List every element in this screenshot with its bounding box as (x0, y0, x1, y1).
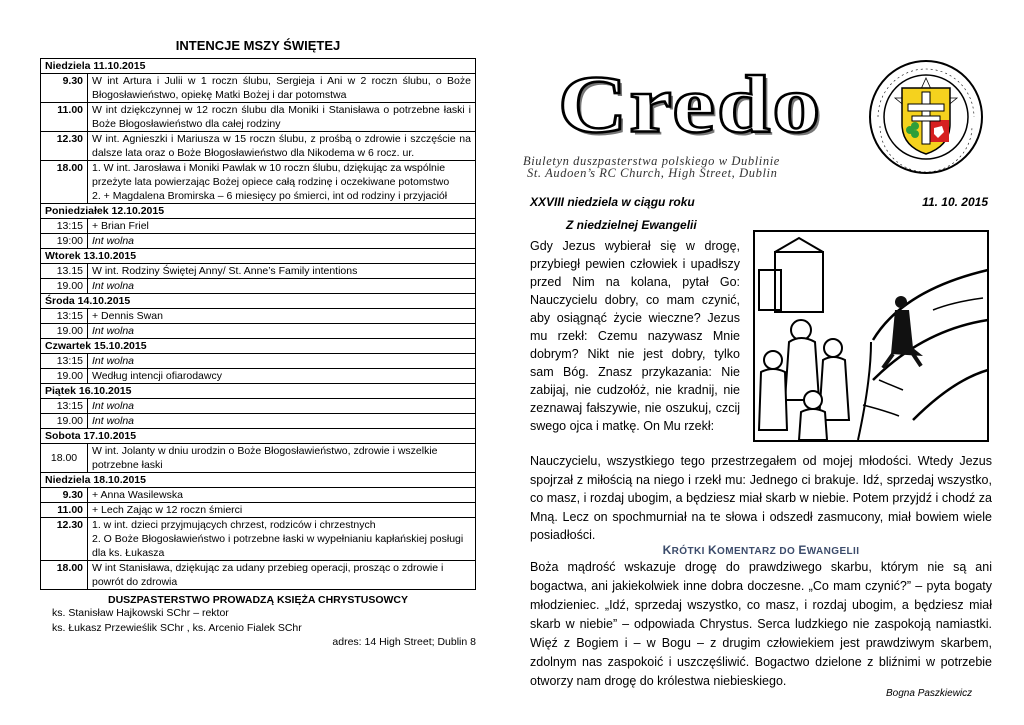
table-row (41, 518, 476, 561)
day-row (41, 294, 476, 309)
table-row (41, 161, 476, 204)
gospel-text-column: Gdy Jezus wybierał się w drogę, przybiegł pewien człowiek i upadłszy przed Nim na kolana, pytał Go: Nauczycielu dobry, co mam czynić, aby osiągnąć życie wieczne? Jezus mu rzekł: Czemu nazywasz Mnie dobrym? Nikt nie jest dobry, tylko sam Bóg. Znasz przykazania: Nie zabijaj, nie cudzołóż, nie kradnij, nie zeznawaj fałszywie, nie oszukuj, czcij swego ojca i matkę. On Mu rzekł: (530, 239, 740, 433)
day-label: Niedziela 11.10.2015 (41, 59, 476, 74)
commentary-author: Bogna Paszkiewicz (886, 688, 973, 699)
table-row (41, 414, 476, 429)
intention-cell: Według intencji ofiarodawcy (88, 369, 476, 384)
intention-cell: Int wolna (88, 414, 476, 429)
table-row (41, 309, 476, 324)
priests-heading: DUSZPASTERSTWO PROWADZĄ KSIĘŻA CHRYSTUSOWCY (107, 594, 409, 606)
intention-cell: W int. Rodziny Świętej Anny/ St. Anne’s Family intentions (88, 264, 476, 279)
priest-line: ks. Łukasz Przewieślik SChr , ks. Arcenio Fialek SChr (52, 622, 302, 634)
commentary-heading: KRÓTKI KOMENTARZ DO EWANGELII (662, 543, 860, 557)
mass-intentions-section (40, 30, 476, 648)
gospel-heading: Z niedzielnej Ewangelii (566, 218, 697, 232)
intention-cell (88, 161, 476, 204)
table-row (41, 324, 476, 339)
time-cell: 13:15 (41, 354, 88, 369)
intention-cell: + Dennis Swan (88, 309, 476, 324)
intention-line: 2. + Magdalena Bromirska – 6 miesięcy po śmierci, int od rodziny i przyjaciół (92, 190, 448, 202)
intention-cell: W int dziękczynnej w 12 roczn ślubu dla Moniki i Stanisława o potrzebne łaski i Boże Błogosławieństwo dla całej rodziny (88, 103, 476, 132)
day-label: Niedziela 18.10.2015 (41, 473, 476, 488)
time-cell: 12.30 (41, 518, 88, 561)
time-cell: 13:15 (41, 309, 88, 324)
day-row (41, 339, 476, 354)
intention-cell (88, 518, 476, 561)
table-row (41, 264, 476, 279)
masthead-church-line: St. Audoen’s RC Church, High Street, Dublin (527, 166, 778, 180)
intentions-table (40, 58, 476, 590)
priest-line: ks. Stanisław Hajkowski SChr – rektor (52, 607, 229, 619)
table-row (41, 444, 476, 473)
table-row (41, 503, 476, 518)
gospel-text-continued: Nauczycielu, wszystkiego tego przestrzegałem od mojej młodości. Wtedy Jezus spojrzał z miłością na niego i rzekł mu: Jednego ci brakuje. Idź, sprzedaj wszystko, co masz, i rozdaj ubogim, a będziesz miał skarb w niebie. Potem przyjdź i chodź za Mną. Lecz on spochmurniał na te słowa i odszedł zasmucony, miał bowiem wiele posiadłości. (530, 454, 992, 542)
intention-line: 2. O Boże Błogosławieństwo i potrzebne łaski w wypełnianiu kapłańskiej posługi dla ks. Łukasza (92, 533, 464, 559)
emblem-seal (862, 58, 990, 176)
sunday-header (530, 195, 988, 209)
intention-line: 1. W int. Jarosława i Moniki Pawlak w 10 roczn ślubu, dziękując za wspólnie przeżyte lata powierzając Bożej opiece całą rodzinę i oczekiwane potomstwo (92, 162, 450, 188)
time-cell: 11.00 (41, 103, 88, 132)
time-cell: 18.00 (41, 444, 88, 473)
time-cell: 13.15 (41, 264, 88, 279)
day-row (41, 384, 476, 399)
day-row (41, 249, 476, 264)
table-row (41, 561, 476, 590)
day-row (41, 204, 476, 219)
intention-cell: W int. Jolanty w dniu urodzin o Boże Błogosławieństwo, zdrowie i wszelkie potrzebne łaski (88, 444, 476, 473)
table-row (41, 354, 476, 369)
intention-cell: Int wolna (88, 324, 476, 339)
time-cell: 13:15 (41, 219, 88, 234)
time-cell: 12.30 (41, 132, 88, 161)
intention-cell: W int Artura i Julii w 1 roczn ślubu, Sergieja i Ani w 2 roczn ślubu, o Boże Błogosławieństwo, opiekę Matki Bożej i dar potomstwa (88, 74, 476, 103)
table-row (41, 132, 476, 161)
time-cell: 19.00 (41, 279, 88, 294)
time-cell: 18.00 (41, 561, 88, 590)
table-row (41, 488, 476, 503)
time-cell: 19.00 (41, 414, 88, 429)
intention-cell: + Anna Wasilewska (88, 488, 476, 503)
illustration-image (753, 230, 989, 442)
table-row (41, 399, 476, 414)
table-row (41, 103, 476, 132)
masthead-subtitle: Biuletyn duszpasterstwa polskiego w Dublinie (523, 154, 780, 168)
masthead-title: Credo (558, 58, 823, 150)
intention-cell: Int wolna (88, 354, 476, 369)
time-cell: 9.30 (41, 74, 88, 103)
intentions-title: INTENCJE MSZY ŚWIĘTEJ (175, 38, 341, 53)
intention-cell: + Lech Zając w 12 roczn śmierci (88, 503, 476, 518)
intention-line: 1. w int. dzieci przyjmujących chrzest, rodziców i chrzestnych (92, 519, 376, 531)
intention-cell: + Brian Friel (88, 219, 476, 234)
time-cell: 18.00 (41, 161, 88, 204)
time-cell: 19.00 (41, 324, 88, 339)
seal-icon (862, 58, 990, 176)
day-row (41, 429, 476, 444)
issue-date: 11. 10. 2015 (922, 195, 988, 209)
table-row (41, 279, 476, 294)
day-row (41, 59, 476, 74)
time-cell: 13:15 (41, 399, 88, 414)
liturgical-sunday: XXVIII niedziela w ciągu roku (530, 195, 695, 209)
commentary-text: Boża mądrość wskazuje drogę do prawdziwego skarbu, którym nie są ani bogactwa, ani jakiekolwiek inne dobra doczesne. „Co mam czynić?” – pyta bogaty młodzieniec. „Idź, sprzedaj wszystko, co masz, i rozdaj ubogim, a będziesz miał skarb w niebie” – odpowiada Chrystus. Serca ludzkiego nie zaspokoją namiastki. Więź z Bogiem i – w Bogu – z drugim człowiekiem jest prawdziwym skarbem, zdolnym nas zaspokoić i uszczęśliwić. Bogactwo dzielone z bliźnimi w potrzebie otworzy nam drogę do królestwa niebieskiego. (530, 560, 992, 688)
time-cell: 19:00 (41, 234, 88, 249)
day-label: Sobota 17.10.2015 (41, 429, 476, 444)
time-cell: 11.00 (41, 503, 88, 518)
day-label: Piątek 16.10.2015 (41, 384, 476, 399)
day-label: Poniedziałek 12.10.2015 (41, 204, 476, 219)
table-row (41, 74, 476, 103)
day-row (41, 473, 476, 488)
table-row (41, 234, 476, 249)
table-row (41, 369, 476, 384)
time-cell: 19.00 (41, 369, 88, 384)
table-row (41, 219, 476, 234)
intention-cell: Int wolna (88, 234, 476, 249)
church-address: adres: 14 High Street; Dublin 8 (332, 636, 476, 648)
intention-cell: Int wolna (88, 279, 476, 294)
intention-cell: W int Stanisława, dziękując za udany przebieg operacji, prosząc o zdrowie i powrót do zdrowia (88, 561, 476, 590)
intention-cell: Int wolna (88, 399, 476, 414)
time-cell: 9.30 (41, 488, 88, 503)
day-label: Wtorek 13.10.2015 (41, 249, 476, 264)
intention-cell: W int. Agnieszki i Mariusza w 15 roczn ślubu, z prośbą o zdrowie i szczęście na dalsze lata oraz o Boże Błogosławieństwo dla Nikodema w 6 rocz. ur. (88, 132, 476, 161)
day-label: Środa 14.10.2015 (41, 294, 476, 309)
gospel-illustration (753, 230, 989, 442)
day-label: Czwartek 15.10.2015 (41, 339, 476, 354)
